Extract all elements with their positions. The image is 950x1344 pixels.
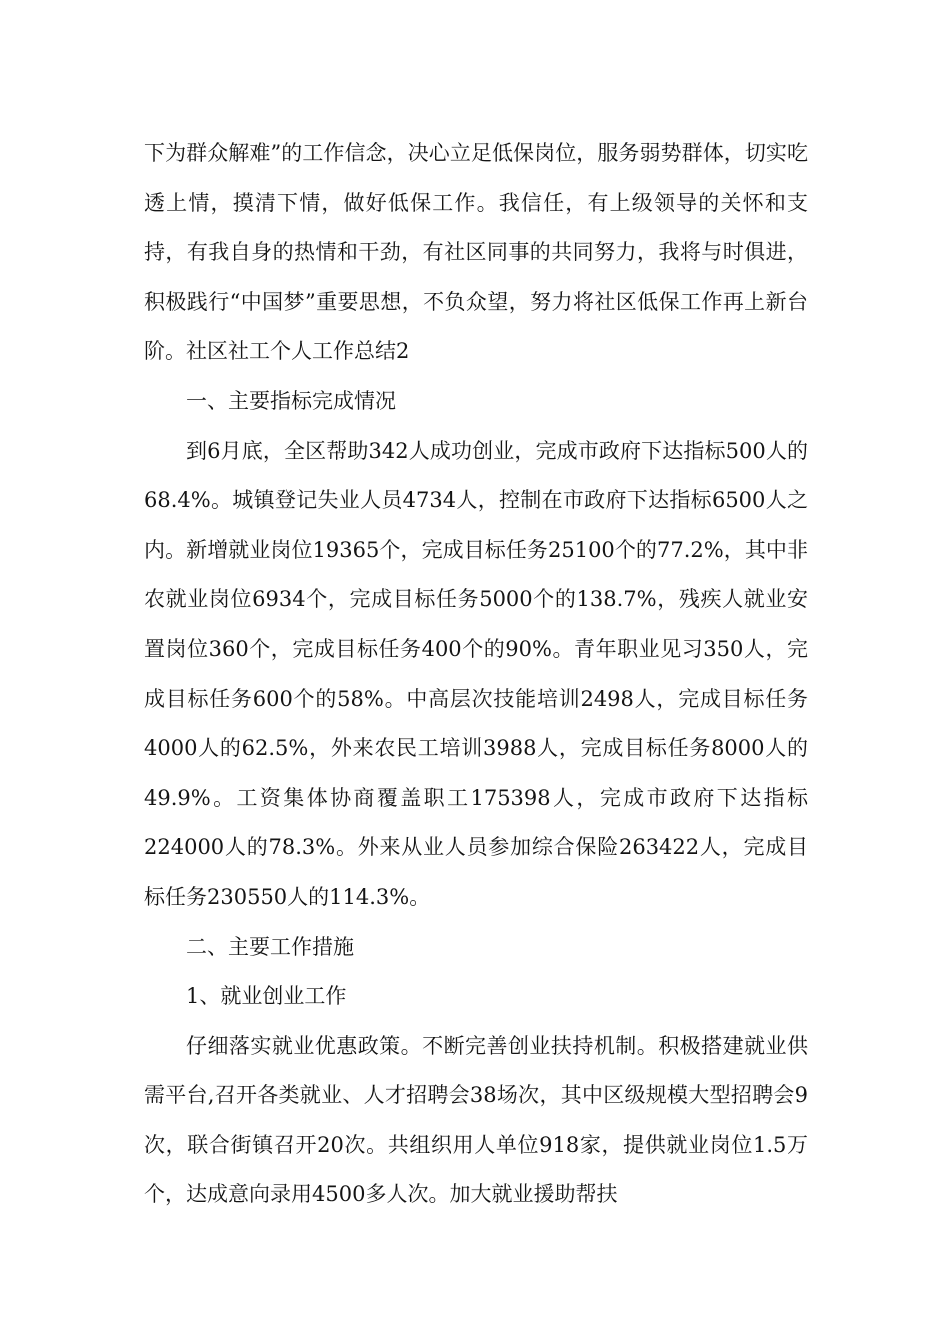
document-body [144,129,808,1220]
paragraph-continuation: 下为群众解难”的工作信念，决心立足低保岗位，服务弱势群体，切实吃透上情，摸清下情，做好低保工作。我信任，有上级领导的关怀和支持，有我自身的热情和干劲，有社区同事的共同努力，我将与时俱进，积极践行“中国梦”重要思想，不负众望，努力将社区低保工作再上新台阶。社区社工个人工作总结2 [144,141,808,364]
subsection-heading-employment: 1、就业创业工作 [186,984,347,1009]
paragraph-employment: 仔细落实就业优惠政策。不断完善创业扶持机制。积极搭建就业供需平台,召开各类就业、人才招聘会38场次，其中区级规模大型招聘会9次，联合街镇召开20次。共组织用人单位918家，提供就业岗位1.5万个，达成意向录用4500多人次。加大就业援助帮扶 [144,1033,808,1207]
paragraph-indicators: 到6月底，全区帮助342人成功创业，完成市政府下达指标500人的68.4%。城镇登记失业人员4734人，控制在市政府下达指标6500人之内。新增就业岗位19365个，完成目标任务25100个的77.2%，其中非农就业岗位6934个，完成目标任务5000个的138.7%，残疾人就业安置岗位360个，完成目标任务400个的90%。青年职业见习350人，完成目标任务600个的58%。中高层次技能培训2498人，完成目标任务4000人的62.5%，外来农民工培训3988人，完成目标任务8000人的49.9%。工资集体协商覆盖职工175398人，完成市政府下达指标224000人的78.3%。外来从业人员参加综合保险263422人，完成目标任务230550人的114.3%。 [144,438,808,909]
section-heading-main-indicators: 一、主要指标完成情况 [186,388,396,413]
section-heading-main-measures: 二、主要工作措施 [186,934,354,959]
